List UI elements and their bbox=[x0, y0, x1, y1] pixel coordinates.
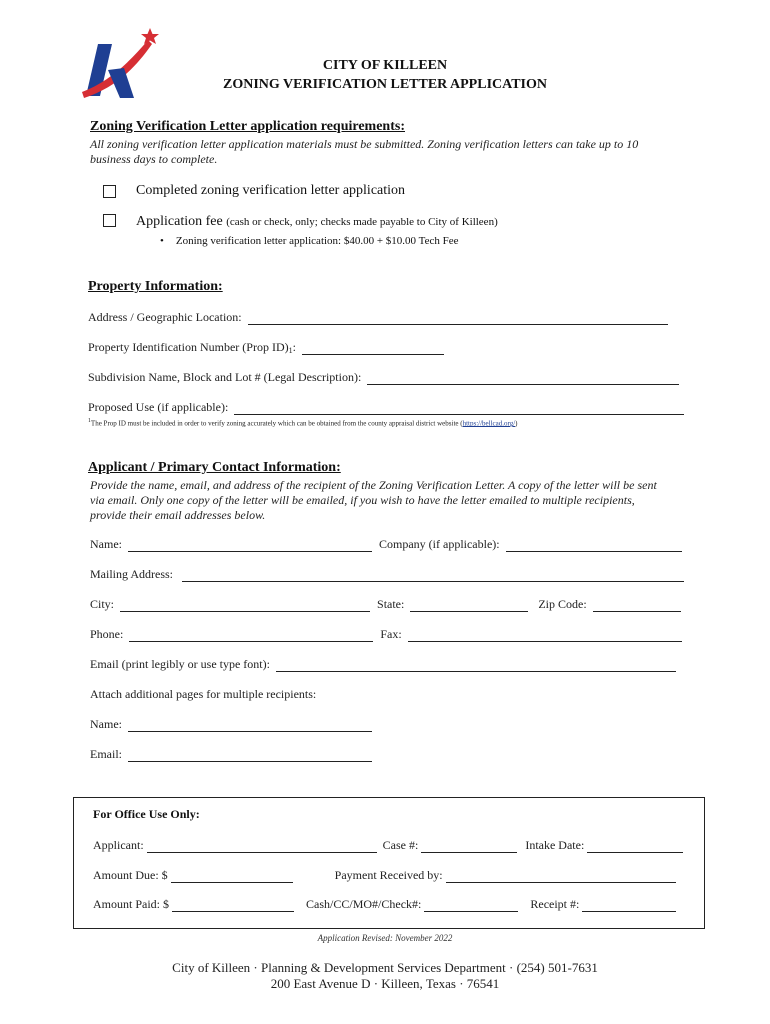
city-field[interactable] bbox=[120, 599, 370, 612]
applicant-intro-line-1: Provide the name, email, and address of the recipient of the Zoning Verification Letter. A copy of the letter will be sent bbox=[90, 478, 657, 492]
fax-field[interactable] bbox=[408, 629, 682, 642]
revision-note: Application Revised: November 2022 bbox=[317, 933, 453, 943]
proposed-use-field[interactable] bbox=[234, 402, 684, 415]
title-line-2: ZONING VERIFICATION LETTER APPLICATION bbox=[222, 77, 547, 92]
address-label: Address / Geographic Location: bbox=[88, 310, 242, 324]
subdivision-field[interactable] bbox=[367, 372, 679, 385]
prop-id-field[interactable] bbox=[302, 342, 444, 355]
footer-line-1: City of Killeen · Planning & Development Services Department · (254) 501-7631 bbox=[172, 960, 598, 975]
proposed-use-label: Proposed Use (if applicable): bbox=[88, 400, 229, 414]
subdivision-label: Subdivision Name, Block and Lot # (Legal Description): bbox=[88, 370, 362, 384]
name-field[interactable] bbox=[128, 539, 372, 552]
applicant-heading: Applicant / Primary Contact Information: bbox=[88, 460, 341, 475]
additional-name-row bbox=[90, 717, 372, 732]
applicant-intro-line-3: provide their email addresses below. bbox=[90, 508, 266, 522]
office-heading: For Office Use Only: bbox=[93, 807, 200, 821]
office-payment-label: Payment Received by: bbox=[334, 868, 443, 882]
additional-email-field[interactable] bbox=[128, 749, 372, 762]
office-amount-paid-label: Amount Paid: $ bbox=[93, 897, 170, 911]
footnote-end: ) bbox=[515, 419, 518, 428]
fax-label: Fax: bbox=[380, 627, 402, 641]
office-applicant-label: Applicant: bbox=[93, 838, 144, 852]
phone-fax-row bbox=[90, 627, 682, 642]
bellcad-link[interactable]: https://bellcad.org/ bbox=[462, 419, 516, 428]
additional-name-field[interactable] bbox=[128, 719, 372, 732]
office-receipt-field[interactable] bbox=[582, 899, 676, 912]
logo-star bbox=[141, 28, 159, 44]
phone-field[interactable] bbox=[129, 629, 373, 642]
proposed-use-row bbox=[88, 400, 684, 415]
office-cash-field[interactable] bbox=[424, 899, 518, 912]
city-label: City: bbox=[90, 597, 115, 611]
address-field[interactable] bbox=[248, 312, 668, 325]
applicant-intro-line-2: via email. Only one copy of the letter will be emailed, if you wish to have the letter emailed to multiple recipients, bbox=[90, 493, 635, 507]
checkbox-completed-application[interactable] bbox=[103, 185, 116, 198]
office-payment-field[interactable] bbox=[446, 870, 676, 883]
zip-field[interactable] bbox=[593, 599, 681, 612]
additional-email-label: Email: bbox=[90, 747, 122, 761]
office-intake-field[interactable] bbox=[587, 840, 683, 853]
prop-id-colon: : bbox=[292, 340, 296, 354]
fee-note: (cash or check, only; checks made payable to City of Killeen) bbox=[226, 216, 498, 228]
checklist-item-fee bbox=[136, 212, 498, 230]
mailing-field[interactable] bbox=[182, 569, 684, 582]
state-field[interactable] bbox=[410, 599, 528, 612]
checkbox-application-fee[interactable] bbox=[103, 214, 116, 227]
name-label: Name: bbox=[90, 537, 122, 551]
state-label: State: bbox=[377, 597, 405, 611]
fee-bullet-text: Zoning verification letter application: $40.00 + $10.00 Tech Fee bbox=[175, 235, 459, 247]
email-label: Email (print legibly or use type font): bbox=[90, 657, 270, 671]
email-field[interactable] bbox=[276, 659, 676, 672]
fee-label: Application fee bbox=[136, 214, 227, 229]
footnote-sup: 1 bbox=[88, 418, 91, 424]
office-amount-due-label: Amount Due: $ bbox=[93, 868, 168, 882]
name-company-row bbox=[90, 537, 682, 552]
company-label: Company (if applicable): bbox=[379, 537, 500, 551]
office-row-1 bbox=[93, 838, 683, 853]
prop-id-row bbox=[88, 340, 444, 355]
requirements-intro-line-2: business days to complete. bbox=[90, 152, 218, 166]
mailing-label: Mailing Address: bbox=[90, 567, 173, 581]
requirements-intro-line-1: All zoning verification letter application materials must be submitted. Zoning verification letters can take up to 10 bbox=[90, 137, 639, 151]
attach-row bbox=[90, 687, 316, 702]
property-heading: Property Information: bbox=[88, 279, 223, 294]
checklist-item-application: Completed zoning verification letter application bbox=[136, 183, 406, 198]
requirements-heading: Zoning Verification Letter application requirements: bbox=[90, 119, 405, 134]
zip-label: Zip Code: bbox=[538, 597, 587, 611]
prop-id-sup: 1 bbox=[288, 346, 293, 355]
additional-email-row bbox=[90, 747, 372, 762]
office-row-2 bbox=[93, 868, 676, 883]
city-state-zip-row bbox=[90, 597, 681, 612]
mailing-row bbox=[90, 567, 684, 582]
office-receipt-label: Receipt #: bbox=[530, 897, 580, 911]
prop-id-label: Property Identification Number (Prop ID) bbox=[88, 340, 289, 354]
office-amount-due-field[interactable] bbox=[171, 870, 293, 883]
email-row bbox=[90, 657, 676, 672]
footnote-text: The Prop ID must be included in order to verify zoning accurately which can be obtained from the county appraisal district website ( bbox=[90, 419, 463, 428]
office-case-label: Case #: bbox=[382, 838, 419, 852]
bullet-dot-icon: • bbox=[160, 235, 164, 247]
title-line-1: CITY OF KILLEEN bbox=[322, 58, 448, 73]
office-applicant-field[interactable] bbox=[147, 840, 377, 853]
footnote bbox=[88, 418, 518, 427]
office-cash-label: Cash/CC/MO#/Check#: bbox=[306, 897, 422, 911]
address-row bbox=[88, 310, 668, 325]
additional-name-label: Name: bbox=[90, 717, 122, 731]
office-amount-paid-field[interactable] bbox=[172, 899, 294, 912]
company-field[interactable] bbox=[506, 539, 682, 552]
office-case-field[interactable] bbox=[421, 840, 517, 853]
office-intake-label: Intake Date: bbox=[525, 838, 585, 852]
phone-label: Phone: bbox=[90, 627, 124, 641]
attach-label: Attach additional pages for multiple recipients: bbox=[90, 687, 317, 701]
fee-bullet bbox=[160, 235, 458, 247]
subdivision-row bbox=[88, 370, 679, 385]
office-row-3 bbox=[93, 897, 676, 912]
footer-line-2: 200 East Avenue D · Killeen, Texas · 76541 bbox=[270, 976, 500, 991]
